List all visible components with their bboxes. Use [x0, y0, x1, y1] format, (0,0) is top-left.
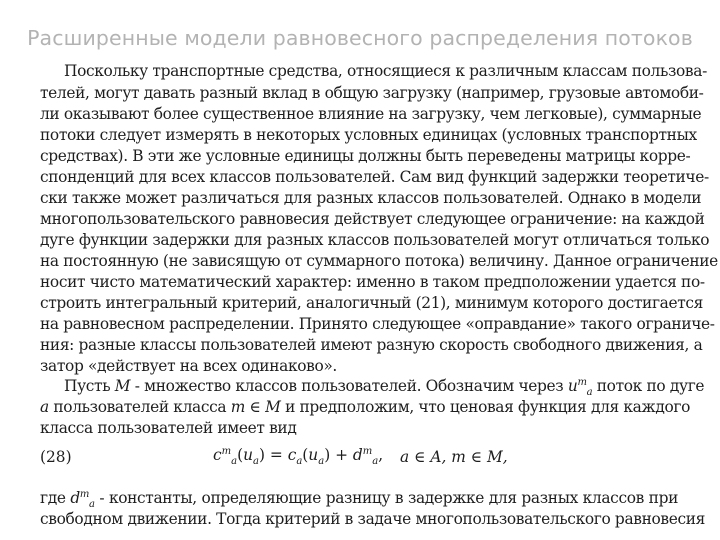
math-symbol: a — [372, 456, 379, 468]
text-run: пользователей класса — [48, 398, 231, 416]
comma: , — [378, 446, 384, 464]
paragraph-1-line: дуге функции задержки для разных классов пользователей могут отличаться только — [40, 231, 710, 249]
text-run: поток по дуге — [592, 377, 705, 395]
paragraph-1-line: потоки следует измерять в некоторых условных единицах (условных транспортных — [40, 126, 697, 144]
plus-sign: + — [330, 446, 353, 464]
paragraph-1-line: многопользовательского равновесия действует следующее ограничение: на каждой — [40, 210, 705, 228]
equals-sign: = — [265, 446, 288, 464]
math-subscript — [231, 456, 237, 467]
math-symbol: a — [253, 456, 259, 468]
text-run: - константы, определяющие разницу в задержке для разных классов при — [94, 489, 679, 507]
paragraph-1-line: спонденций для всех классов пользователей. Сам вид функций задержки теоретиче- — [40, 168, 709, 186]
math-symbol: m — [79, 488, 89, 500]
math-symbol: u — [308, 446, 319, 464]
paragraph-1-line: на постоянную (не зависящую от суммарного потока) величину. Данное ограничение — [40, 252, 718, 270]
math-symbol: m ∈ M — [230, 398, 281, 416]
paragraph-2-line — [40, 397, 690, 417]
math-subscript — [318, 456, 324, 467]
math-symbol: a — [296, 456, 303, 468]
paragraph-2-line — [64, 376, 705, 399]
text-run: - множество классов пользователей. Обозначим через — [130, 377, 568, 395]
math-superscript — [222, 446, 231, 457]
math-symbol: u — [243, 446, 254, 464]
text-run: где — [40, 489, 71, 507]
equation-number: (28) — [40, 448, 72, 466]
math-symbol: M — [114, 377, 131, 395]
paragraph-1-line: на равновесном распределении. Принято следующее «оправдание» такого ограниче- — [40, 315, 715, 333]
math-symbol: d — [70, 489, 80, 507]
math-symbol: a — [89, 499, 95, 511]
math-symbol: m — [362, 445, 373, 457]
math-superscript — [363, 446, 372, 457]
paragraph-1-line: носит чисто математический характер: именно в таком предположении удается по- — [40, 273, 705, 291]
slide-title: Расширенные модели равновесного распределения потоков — [27, 26, 693, 50]
paragraph-3-line — [40, 488, 679, 511]
math-symbol: m — [221, 445, 232, 457]
paragraph-1-line: средствах). В эти же условные единицы должны быть переведены матрицы корре- — [40, 147, 691, 165]
math-symbol: u — [567, 377, 578, 395]
math-symbol: a ∈ A, m ∈ M, — [400, 448, 508, 466]
math-superscript — [80, 489, 89, 500]
paragraph-1-line: телей, могут давать разный вклад в общую загрузку (например, грузовые автомоби- — [40, 84, 704, 102]
math-subscript — [253, 456, 259, 467]
math-symbol: a — [318, 456, 325, 468]
paragraph-1-line: ния: разные классы пользователей имеют разную скорость свободного движения, а — [40, 336, 703, 354]
math-symbol: c — [213, 446, 222, 464]
math-symbol: a — [40, 398, 49, 416]
math-symbol: c — [287, 446, 297, 464]
paragraph-1-line: ли оказывают более существенное влияние на загрузку, чем легковые), суммарные — [40, 105, 702, 123]
math-symbol: d — [352, 446, 363, 464]
equation-condition — [400, 448, 508, 466]
paragraph-1-line: затор «действует на всех одинаково». — [40, 357, 337, 375]
paragraph-1-line: Поскольку транспортные средства, относящиеся к различным классам пользова- — [64, 62, 707, 80]
text-run: и предположим, что ценовая функция для каждого — [280, 398, 690, 416]
equation: $c^m_a(u_a) = c_a(u_a) + d^m_a$, — [213, 445, 384, 468]
paragraph-1-line: строить интегральный критерий, аналогичный (21), минимум которого достигается — [40, 294, 704, 312]
paragraph-2-line: класса пользователей имеет вид — [40, 419, 297, 437]
math-symbol: a — [586, 387, 593, 399]
math-symbol: a — [231, 456, 238, 468]
math-symbol: m — [577, 376, 587, 388]
paragraph-3-line: свободном движении. Тогда критерий в задаче многопользовательского равновесия — [40, 510, 706, 528]
paragraph-1-line: ски также может различаться для разных классов пользователей. Однако в модели — [40, 189, 702, 207]
math-superscript — [577, 377, 586, 388]
text-run: Пусть — [64, 377, 115, 395]
math-subscript — [296, 456, 302, 467]
